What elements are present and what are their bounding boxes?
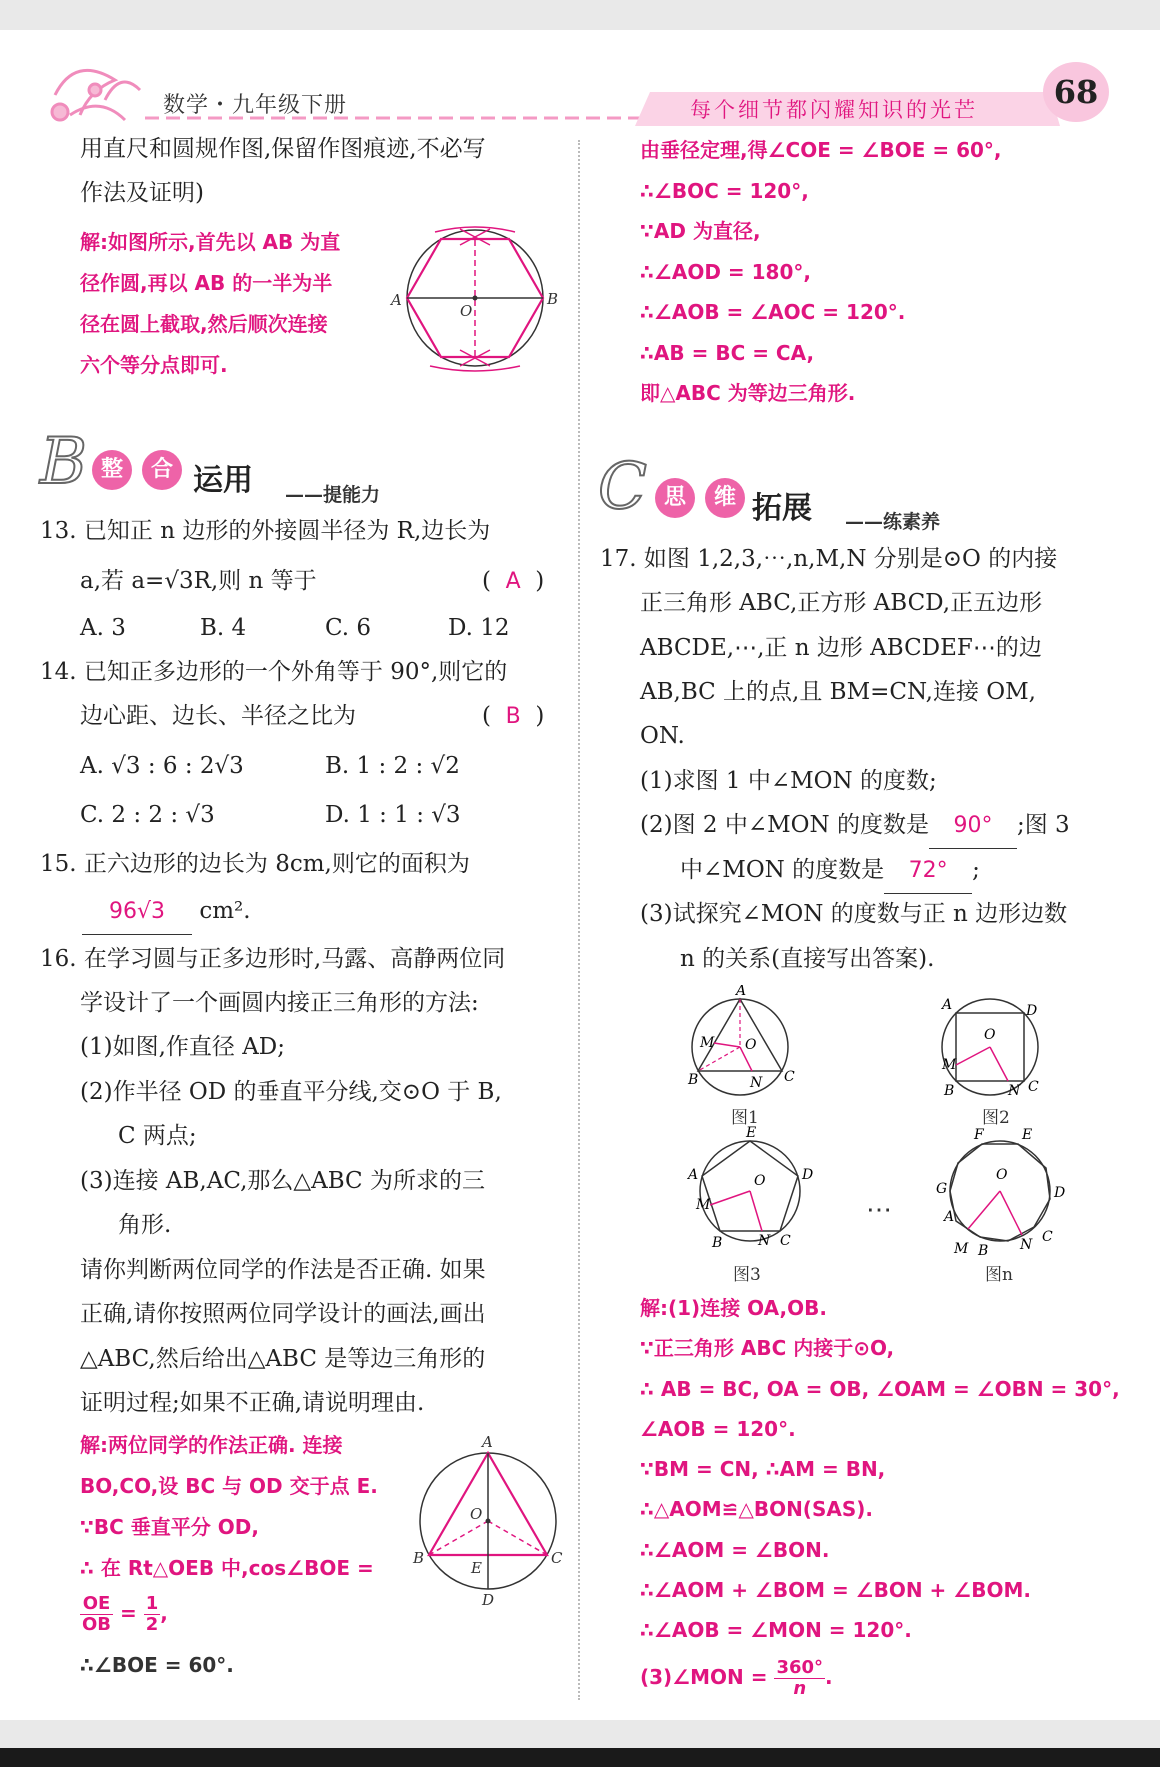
q17-figures <box>680 985 1090 1285</box>
svg-text:C: C <box>780 1233 791 1249</box>
q17-solution <box>640 1288 1120 1699</box>
section-c-title: 拓展 <box>752 491 812 526</box>
section-c-letter: C <box>598 450 647 524</box>
text-line: ∵正三角形 ABC 内接于⊙O, <box>640 1336 895 1361</box>
text-line: 即△ABC 为等边三角形. <box>640 381 856 405</box>
svg-text:D: D <box>802 1167 814 1183</box>
svg-text:F: F <box>974 1127 984 1143</box>
text-line: ∵BC 垂直平分 OD, <box>80 1515 259 1539</box>
q13-option-c: C. 6 <box>325 615 372 641</box>
text-line: 由垂径定理,得∠COE = ∠BOE = 60°, <box>640 138 1002 162</box>
text-line: AB,BC 上的点,且 BM=CN,连接 OM, <box>640 679 1036 705</box>
q13-option-a: A. 3 <box>80 615 126 641</box>
svg-text:N: N <box>1020 1237 1033 1253</box>
svg-text:B: B <box>688 1072 699 1088</box>
svg-text:B: B <box>978 1243 989 1259</box>
text-line: ∵AD 为直径, <box>640 219 761 243</box>
text-line: ON. <box>640 723 685 749</box>
text-line: 用直尺和圆规作图,保留作图痕迹,不必写 <box>80 136 486 162</box>
text-line: ∴∠AOM = ∠BON. <box>640 1537 830 1562</box>
fig12-label-a: A <box>391 291 402 309</box>
q14-option-c: C. 2 : 2 : √3 <box>80 802 215 828</box>
svg-text:E: E <box>746 1125 757 1141</box>
fraction-half: $\frac{1}{2}$ <box>145 1593 159 1635</box>
q14-option-d: D. 1 : 1 : √3 <box>325 802 461 828</box>
fig12-label-o: O <box>460 302 473 320</box>
fig16-label-c: C <box>551 1549 563 1567</box>
text-line: (1)求图 1 中∠MON 的度数; <box>640 768 937 794</box>
svg-text:A: A <box>944 1209 955 1225</box>
text-line: (3)试探究∠MON 的度数与正 n 边形边数 <box>640 901 1068 927</box>
header-slogan: 每个细节都闪耀知识的光芒 <box>690 98 978 122</box>
page-number: 68 <box>1043 62 1109 122</box>
text-line: 17. 如图 1,2,3,⋯,n,M,N 分别是⊙O 的内接 <box>600 546 1058 572</box>
svg-text:A: A <box>688 1167 699 1183</box>
text-line: 证明过程;如果不正确,请说明理由. <box>80 1390 425 1416</box>
section-b-badge-1: 整 <box>92 450 132 490</box>
text-line: 正确,请你按照两位同学设计的画法,画出 <box>80 1301 486 1327</box>
section-b-letter: B <box>40 425 88 499</box>
text-line: 角形. <box>118 1212 172 1238</box>
svg-text:D: D <box>1026 1003 1038 1019</box>
text-line: ∴ AB = BC, OA = OB, ∠OAM = ∠OBN = 30°, <box>640 1376 1120 1401</box>
q17-answer-fig3: 72° <box>884 849 972 894</box>
svg-text:N: N <box>1008 1083 1021 1099</box>
svg-text:C: C <box>1042 1229 1053 1245</box>
svg-text:O: O <box>754 1173 766 1189</box>
header-subject-title: 数学・九年级下册 <box>163 93 348 118</box>
q12-solution <box>80 222 340 386</box>
text-line: 16. 在学习圆与正多边形时,马露、高静两位同 <box>40 946 506 972</box>
cos-fraction-line: $\frac{OE}{OB}$ = $\frac{1}{2}$ , <box>82 1593 168 1635</box>
svg-text:M: M <box>696 1197 711 1213</box>
bottom-bar <box>0 1748 1160 1767</box>
text-line: ∴∠AOB = ∠MON = 120°. <box>640 1618 912 1643</box>
text-line: ∴∠BOE = 60°. <box>80 1653 234 1677</box>
q16-solution <box>80 1425 378 1686</box>
fig16-label-d: D <box>482 1591 495 1608</box>
text-line: 中∠MON 的度数是 <box>680 857 885 883</box>
text-line: (3)连接 AB,AC,那么△ABC 为所求的三 <box>80 1168 485 1194</box>
svg-text:D: D <box>1054 1185 1066 1201</box>
section-b-title: 运用 <box>193 463 253 498</box>
q16-solution-continued <box>640 130 1002 414</box>
svg-text:O: O <box>996 1167 1008 1183</box>
text-line: (2)图 2 中∠MON 的度数是 <box>640 812 929 838</box>
text-line: ∴AB = BC = CA, <box>640 340 815 365</box>
q13-option-b: B. 4 <box>200 615 247 641</box>
text-line: 边心距、边长、半径之比为 <box>80 703 356 729</box>
text-line: 正三角形 ABC,正方形 ABCD,正五边形 <box>640 590 1043 616</box>
text-line: (2)作半径 OD 的垂直平分线,交⊙O 于 B, <box>80 1079 502 1105</box>
text-line: ∴ 在 Rt△OEB 中,cos∠BOE = <box>80 1556 374 1580</box>
text-line: ∴△AOM≌△BON(SAS). <box>640 1497 873 1522</box>
fig16-label-a: A <box>482 1433 493 1451</box>
text-line: ∠AOB = 120°. <box>640 1416 796 1441</box>
text-line: 作法及证明) <box>80 180 204 206</box>
fig3-pentagon <box>686 1125 813 1251</box>
svg-text:M: M <box>700 1035 715 1051</box>
q13-option-d: D. 12 <box>448 615 510 641</box>
text-line: 径作圆,再以 AB 的一半为半 <box>80 271 333 295</box>
column-divider <box>578 140 580 1700</box>
text-line: ;图 3 <box>1016 812 1070 838</box>
text-line: ∴∠BOC = 120°, <box>640 178 809 203</box>
text-line: 六个等分点即可. <box>80 353 228 377</box>
text-line: 解:两位同学的作法正确. 连接 <box>80 1433 343 1457</box>
svg-text:A: A <box>942 997 953 1013</box>
fig16-label-e: E <box>471 1559 482 1577</box>
text-line: BO,CO,设 BC 与 OD 交于点 E. <box>80 1474 378 1498</box>
text-line: 学设计了一个画圆内接正三角形的方法: <box>80 990 479 1016</box>
fraction-360-over-n: $\frac{360^\circ}{n}$ <box>776 1656 824 1699</box>
text-line: a,若 a=√3R,则 n 等于 <box>80 568 317 594</box>
text-line: ∵BM = CN, ∴AM = BN, <box>640 1457 886 1482</box>
fig16-label-o: O <box>470 1505 483 1523</box>
text-line: 13. 已知正 n 边形的外接圆半径为 R,边长为 <box>40 518 491 544</box>
q14-option-a: A. √3 : 6 : 2√3 <box>80 753 244 779</box>
text-line: 解:(1)连接 OA,OB. <box>640 1296 827 1320</box>
fig1-caption: 图1 <box>731 1108 759 1128</box>
fig2-caption: 图2 <box>982 1108 1010 1128</box>
fign-caption: 图n <box>985 1265 1013 1285</box>
q15-answer: 96√3 <box>82 890 192 935</box>
svg-text:B: B <box>712 1235 723 1251</box>
text-line: ABCDE,⋯,正 n 边形 ABCDEF⋯的边 <box>640 635 1042 661</box>
section-c-subtitle: ——练素养 <box>845 511 941 533</box>
q17-answer-fig2: 90° <box>929 804 1017 849</box>
svg-text:O: O <box>984 1027 996 1043</box>
q15-unit: cm². <box>199 898 251 924</box>
text-line: ∴∠AOD = 180°, <box>640 259 811 284</box>
section-c-badge-2: 维 <box>705 478 745 518</box>
fig2-square <box>940 997 1039 1099</box>
svg-text:C: C <box>1028 1079 1039 1095</box>
text-line: △ABC,然后给出△ABC 是等边三角形的 <box>80 1346 486 1372</box>
svg-text:B: B <box>944 1083 955 1099</box>
text-line: ; <box>972 857 980 883</box>
section-c-badge-1: 思 <box>655 478 695 518</box>
svg-text:N: N <box>758 1233 771 1249</box>
svg-text:M: M <box>942 1057 957 1073</box>
figures-ellipsis: ⋯ <box>866 1195 892 1225</box>
text-line: 请你判断两位同学的作法是否正确. 如果 <box>80 1257 486 1283</box>
svg-text:A: A <box>736 985 747 999</box>
fig3-caption: 图3 <box>733 1265 761 1285</box>
text-line: ∴∠AOB = ∠AOC = 120°. <box>640 300 906 324</box>
fraction-oe-ob: $\frac{OE}{OB}$ <box>82 1593 112 1635</box>
text-line: (1)如图,作直径 AD; <box>80 1034 286 1060</box>
text-line: ∴∠AOM + ∠BOM = ∠BON + ∠BOM. <box>640 1578 1031 1603</box>
section-b-badge-2: 合 <box>142 450 182 490</box>
svg-text:O: O <box>745 1037 757 1053</box>
text-line: 15. 正六边形的边长为 8cm,则它的面积为 <box>40 851 470 877</box>
q13-answer: A <box>505 569 521 594</box>
svg-text:M: M <box>954 1241 969 1257</box>
section-b-subtitle: ——提能力 <box>285 484 381 506</box>
text-line: C 两点; <box>118 1123 197 1149</box>
svg-text:N: N <box>750 1075 763 1091</box>
q14-answer: B <box>505 704 521 729</box>
q14-option-b: B. 1 : 2 : √2 <box>325 753 460 779</box>
flower-ornament-icon <box>52 70 140 120</box>
fig16-circle-triangle-diagram <box>408 1433 573 1608</box>
text-line: 径在圆上截取,然后顺次连接 <box>80 312 328 336</box>
fign-polygon <box>936 1127 1065 1259</box>
text-line: n 的关系(直接写出答案). <box>680 946 935 972</box>
fig1-triangle <box>687 985 795 1095</box>
svg-text:E: E <box>1022 1127 1033 1143</box>
fig16-label-b: B <box>413 1549 425 1567</box>
q17-part3-answer: (3)∠MON = $\frac{360^\circ}{n}$ . <box>640 1656 833 1699</box>
svg-text:G: G <box>936 1181 948 1197</box>
fig12-label-b: B <box>547 290 559 308</box>
text-line: 解:如图所示,首先以 AB 为直 <box>80 230 341 254</box>
svg-text:C: C <box>784 1069 795 1085</box>
fig12-hexagon-diagram <box>385 220 565 375</box>
text-line: 14. 已知正多边形的一个外角等于 90°,则它的 <box>40 659 508 685</box>
